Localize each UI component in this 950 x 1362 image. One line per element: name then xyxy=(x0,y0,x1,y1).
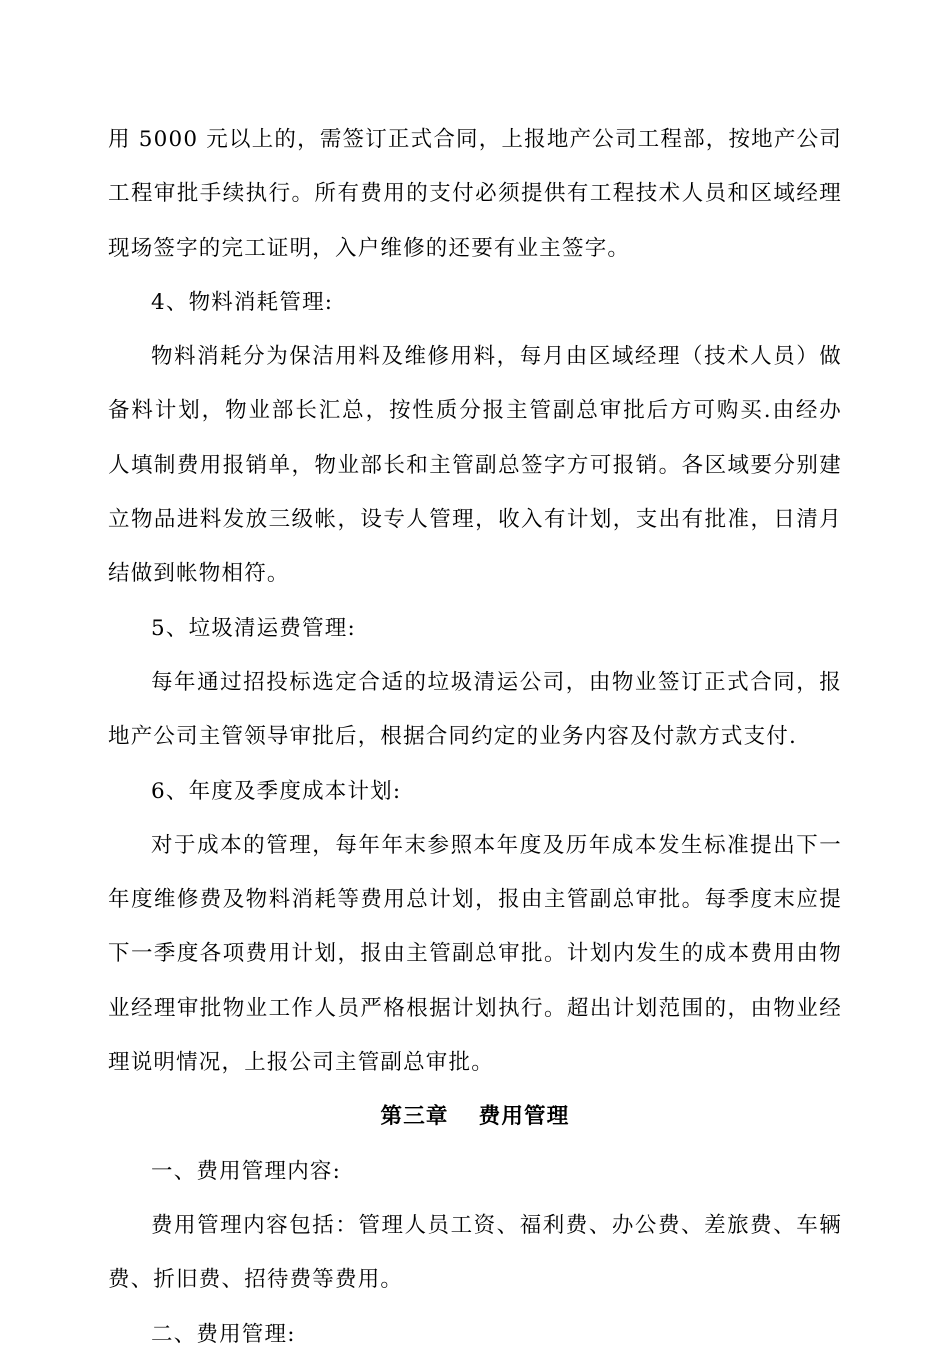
heading-cost-plan: 6、年度及季度成本计划: xyxy=(151,778,402,804)
document-page xyxy=(108,113,842,1362)
paragraph-garbage-removal: 每年通过招投标选定合适的垃圾清运公司，由物业签订正式合同，报地产公司主管领导审批后，根据合同约定的业务内容及付款方式支付. xyxy=(108,669,842,750)
chapter-number: 第三章 xyxy=(380,1104,449,1130)
chapter-title xyxy=(108,1090,842,1144)
heading-expense-content: 一、费用管理内容: xyxy=(151,1158,342,1184)
heading-garbage-removal: 5、垃圾清运费管理: xyxy=(151,615,356,641)
heading-expense-management: 二、费用管理: xyxy=(151,1321,296,1347)
paragraph-material-consumption: 物料消耗分为保洁用料及维修用料，每月由区域经理（技术人员）做备料计划，物业部长汇总，按性质分报主管副总审批后方可购买.由经办人填制费用报销单，物业部长和主管副总签字方可报销。各区域要分别建立物品进料发放三级帐，设专人管理，收入有计划，支出有批准，日清月结做到帐物相符。 xyxy=(108,344,842,587)
paragraph-expense-content: 费用管理内容包括：管理人员工资、福利费、办公费、差旅费、车辆费、折旧费、招待费等费用。 xyxy=(108,1212,842,1293)
paragraph-engineering-contract: 用 5000 元以上的，需签订正式合同，上报地产公司工程部，按地产公司工程审批手续执行。所有费用的支付必须提供有工程技术人员和区域经理现场签字的完工证明，入户维修的还要有业主签字。 xyxy=(108,127,842,261)
paragraph-cost-plan: 对于成本的管理，每年年末参照本年度及历年成本发生标准提出下一年度维修费及物料消耗等费用总计划，报由主管副总审批。每季度末应提下一季度各项费用计划，报由主管副总审批。计划内发生的成本费用由物业经理审批物业工作人员严格根据计划执行。超出计划范围的，由物业经理说明情况，上报公司主管副总审批。 xyxy=(108,832,842,1076)
heading-material-consumption: 4、物料消耗管理: xyxy=(151,289,334,315)
chapter-name: 费用管理 xyxy=(478,1104,570,1130)
